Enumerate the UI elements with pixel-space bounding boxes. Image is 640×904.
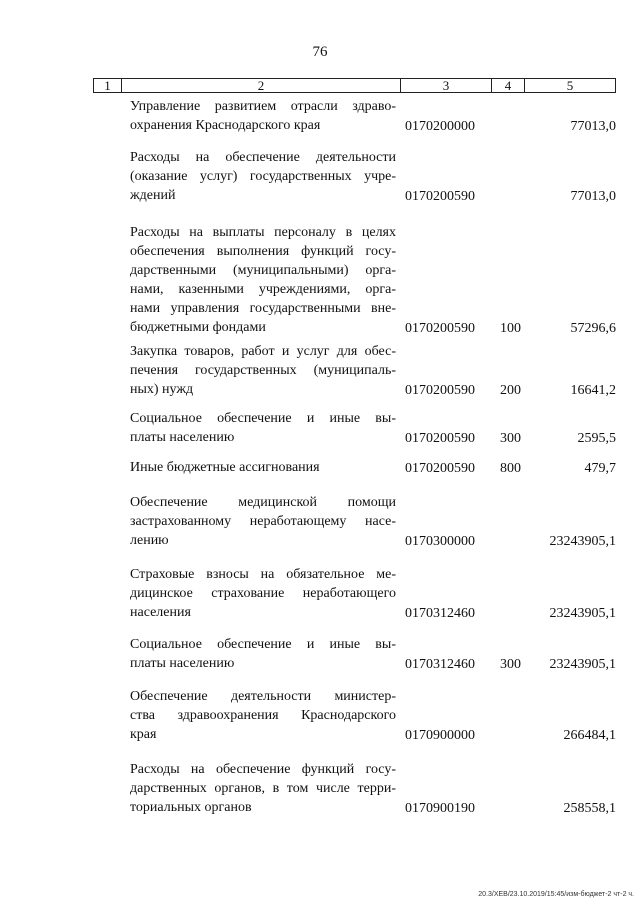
page-number: 76 <box>312 44 328 60</box>
row-description-line: Расходы на обеспечение деятельности <box>130 150 396 165</box>
table-header <box>93 78 616 93</box>
row-expense-type: 800 <box>500 461 521 476</box>
row-description <box>130 493 396 550</box>
row-description <box>130 687 396 744</box>
row-description-line: Социальное обеспечение и иные вы- <box>130 411 396 426</box>
header-col-2: 2 <box>257 78 265 93</box>
row-amount: 266484,1 <box>563 728 616 743</box>
row-description-line: Закупка товаров, работ и услуг для обес- <box>130 344 396 359</box>
row-description-line: Расходы на выплаты персоналу в целях <box>130 225 396 240</box>
header-col-5: 5 <box>566 78 574 93</box>
row-description <box>130 148 396 205</box>
row-description-line: Управление развитием отрасли здраво- <box>130 99 396 114</box>
row-description <box>130 635 396 673</box>
row-description-line: (оказание услуг) государственных учре- <box>130 169 396 184</box>
row-description <box>130 342 396 399</box>
row-description-line: печения государственных (муниципаль- <box>130 363 396 378</box>
row-description-line: платы населению <box>130 656 235 671</box>
row-description-line: Социальное обеспечение и иные вы- <box>130 637 396 652</box>
document-footer: 20.3/ХЕВ/23.10.2019/15:45/изм-бюджет-2 чт-2 ч. <box>478 891 634 898</box>
row-description-line: ториальных органов <box>130 800 252 815</box>
row-description-line: дицинское страхование неработающего <box>130 586 396 601</box>
row-description-line: ждений <box>130 188 176 203</box>
row-description-line: лению <box>130 533 169 548</box>
header-col-1: 1 <box>104 78 111 93</box>
row-description-line: Иные бюджетные ассигнования <box>130 460 320 475</box>
row-target-code: 0170200590 <box>405 431 475 446</box>
row-amount: 23243905,1 <box>549 657 616 672</box>
row-target-code: 0170900000 <box>405 728 475 743</box>
row-description-line: Обеспечение медицинской помощи <box>130 495 396 510</box>
row-amount: 2595,5 <box>577 431 616 446</box>
row-description <box>130 409 396 447</box>
row-description <box>130 458 396 477</box>
row-expense-type: 300 <box>500 431 521 446</box>
row-description-line: Расходы на обеспечение функций госу- <box>130 762 396 777</box>
row-target-code: 0170200590 <box>405 321 475 336</box>
row-amount: 77013,0 <box>570 119 616 134</box>
row-target-code: 0170900190 <box>405 801 475 816</box>
row-amount: 479,7 <box>584 461 616 476</box>
row-description-line: застрахованному неработающему насе- <box>130 514 396 529</box>
row-description-line: края <box>130 727 157 742</box>
row-description-line: платы населению <box>130 430 235 445</box>
row-description-line: дарственных органов, в том числе терри- <box>130 781 396 796</box>
row-description <box>130 223 396 337</box>
row-description-line: бюджетными фондами <box>130 320 266 335</box>
row-description-line: Обеспечение деятельности министер- <box>130 689 396 704</box>
row-description <box>130 97 396 135</box>
row-expense-type: 200 <box>500 383 521 398</box>
row-description <box>130 760 396 817</box>
header-col-4: 4 <box>504 78 512 93</box>
row-description-line: Страховые взносы на обязательное ме- <box>130 567 396 582</box>
row-description-line: дарственными (муниципальными) орга- <box>130 263 396 278</box>
row-target-code: 0170300000 <box>405 534 475 549</box>
row-description-line: обеспечения выполнения функций госу- <box>130 244 396 259</box>
row-expense-type: 100 <box>500 321 521 336</box>
row-amount: 23243905,1 <box>549 534 616 549</box>
row-description-line: нами управления государственными вне- <box>130 301 396 316</box>
row-description-line: охранения Краснодарского края <box>130 118 321 133</box>
header-col-3: 3 <box>442 78 450 93</box>
row-expense-type: 300 <box>500 657 521 672</box>
row-amount: 23243905,1 <box>549 606 616 621</box>
row-amount: 16641,2 <box>570 383 616 398</box>
row-target-code: 0170312460 <box>405 657 475 672</box>
row-target-code: 0170200590 <box>405 189 475 204</box>
row-description <box>130 565 396 622</box>
row-amount: 57296,6 <box>570 321 616 336</box>
row-target-code: 0170312460 <box>405 606 475 621</box>
row-target-code: 0170200000 <box>405 119 475 134</box>
row-description-line: ных) нужд <box>130 382 194 397</box>
row-amount: 77013,0 <box>570 189 616 204</box>
row-description-line: ства здравоохранения Краснодарского <box>130 708 396 723</box>
row-amount: 258558,1 <box>563 801 616 816</box>
row-target-code: 0170200590 <box>405 383 475 398</box>
row-description-line: нами, казенными учреждениями, орга- <box>130 282 396 297</box>
row-target-code: 0170200590 <box>405 461 475 476</box>
row-description-line: населения <box>130 605 191 620</box>
